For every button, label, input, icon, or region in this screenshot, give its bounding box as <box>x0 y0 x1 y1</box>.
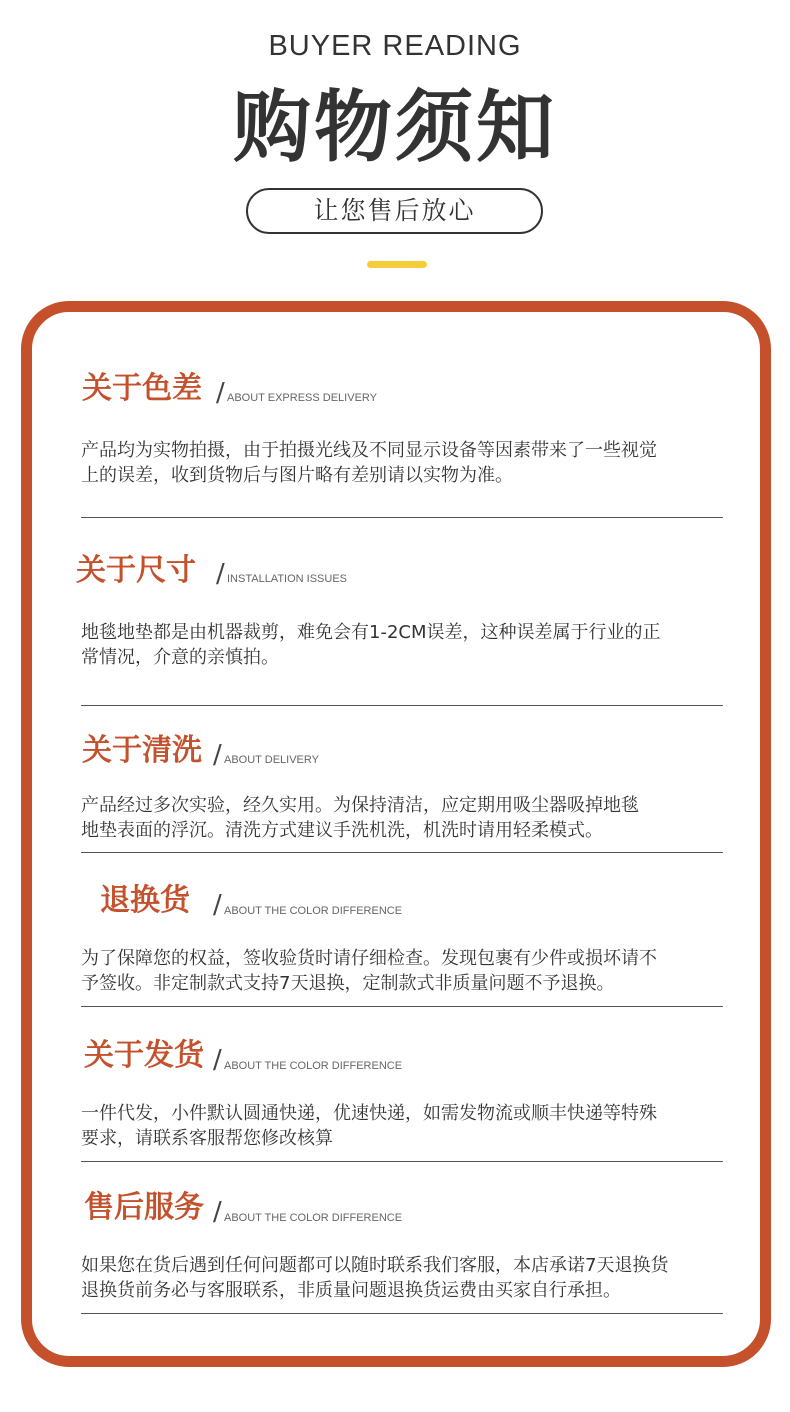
body-line: 一件代发，小件默认圆通快递，优速快递，如需发物流或顺丰快递等特殊 <box>81 1103 657 1124</box>
section-divider <box>81 1006 723 1007</box>
section-slash: / <box>216 378 225 408</box>
body-line: 产品均为实物拍摄，由于拍摄光线及不同显示设备等因素带来了一些视觉 <box>81 440 657 461</box>
page-title: 购物须知 <box>232 83 557 173</box>
section-body <box>81 620 731 670</box>
decorative-bar <box>367 261 427 268</box>
body-line: 地毯地垫都是由机器裁剪，难免会有1-2CM误差，这种误差属于行业的正 <box>81 622 661 643</box>
section-subtitle-en: ABOUT THE COLOR DIFFERENCE <box>224 1060 403 1072</box>
section-body <box>81 1101 731 1151</box>
section-slash: / <box>213 890 222 920</box>
body-line: 地垫表面的浮沉。清洗方式建议手洗机洗，机洗时请用轻柔模式。 <box>81 820 603 841</box>
section-divider <box>81 1313 723 1314</box>
body-line: 退换货前务必与客服联系，非质量问题退换货运费由买家自行承担。 <box>81 1280 621 1301</box>
body-line: 予签收。非定制款式支持7天退换，定制款式非质量问题不予退换。 <box>81 973 615 994</box>
section-subtitle-en: INSTALLATION ISSUES <box>227 573 348 585</box>
section-title-color-difference: 关于色差 <box>82 371 202 406</box>
section-divider <box>81 705 723 706</box>
section-title-returns: 退换货 <box>100 883 190 918</box>
section-title-cleaning: 关于清洗 <box>82 733 202 768</box>
section-body <box>81 438 731 488</box>
section-title-shipping: 关于发货 <box>84 1038 204 1073</box>
section-subtitle-en: ABOUT THE COLOR DIFFERENCE <box>224 905 403 917</box>
body-line: 要求，请联系客服帮您修改核算 <box>81 1128 333 1149</box>
section-slash: / <box>213 1197 222 1227</box>
section-body <box>81 1253 731 1303</box>
section-slash: / <box>213 740 222 770</box>
section-subtitle-en: ABOUT EXPRESS DELIVERY <box>227 392 377 404</box>
header-title-en: BUYER READING <box>268 30 522 62</box>
body-line: 为了保障您的权益，签收验货时请仔细检查。发现包裹有少件或损坏请不 <box>81 948 657 969</box>
section-subtitle-en: ABOUT THE COLOR DIFFERENCE <box>224 1212 403 1224</box>
section-divider <box>81 852 723 853</box>
body-line: 上的误差，收到货物后与图片略有差别请以实物为准。 <box>81 465 513 486</box>
body-line: 如果您在货后遇到任何问题都可以随时联系我们客服，本店承诺7天退换货 <box>81 1255 669 1276</box>
section-body <box>81 946 731 996</box>
body-line: 常情况，介意的亲慎拍。 <box>81 647 279 668</box>
section-slash: / <box>213 1045 222 1075</box>
section-title-size: 关于尺寸 <box>76 553 196 588</box>
body-line: 产品经过多次实验，经久实用。为保持清洁，应定期用吸尘器吸掉地毯 <box>81 795 639 816</box>
section-subtitle-en: ABOUT DELIVERY <box>224 754 319 766</box>
section-title-after-sales: 售后服务 <box>84 1190 204 1225</box>
section-divider <box>81 517 723 518</box>
section-body <box>81 793 731 843</box>
subtitle-pill: 让您售后放心 <box>246 188 543 234</box>
section-slash: / <box>216 559 225 589</box>
section-divider <box>81 1161 723 1162</box>
